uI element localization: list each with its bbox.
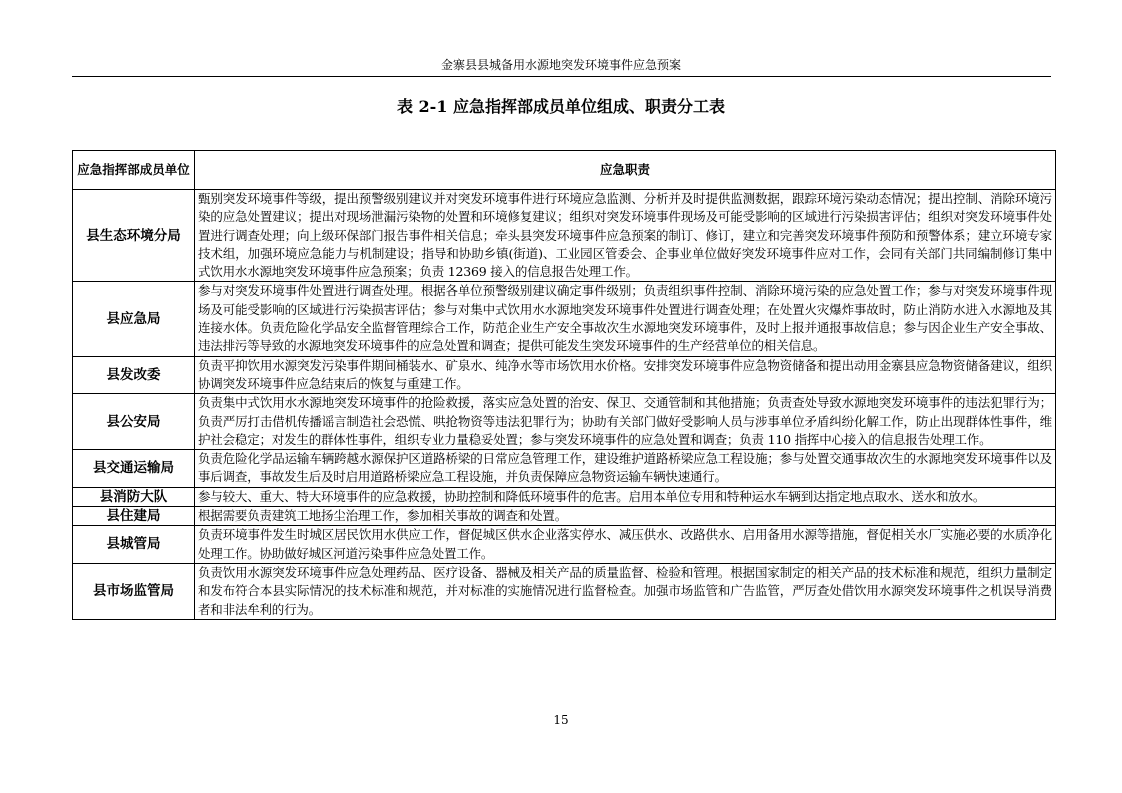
unit-cell: 县生态环境分局 — [73, 190, 195, 282]
duty-cell: 参与较大、重大、特大环境事件的应急救援，协助控制和降低环境事件的危害。启用本单位专用和特种运水车辆到达指定地点取水、送水和放水。 — [195, 487, 1056, 506]
page-number: 15 — [553, 713, 569, 727]
unit-cell: 县市场监管局 — [73, 563, 195, 619]
duty-cell: 甄别突发环境事件等级，提出预警级别建议并对突发环境事件进行环境应急监测、分析并及时提供监测数据，跟踪环境污染动态情况；提出控制、消除环境污染的应急处置建议；提出对现场泄漏污染物的处置和环境修复建议；组织对突发环境事件现场及可能受影响的区域进行污染损害评估；组织对突发环境事件处置进行调查处理；向上级环保部门报告事件相关信息；牵头县突发环境事件应急预案的制订、修订，建立和完善突发环境事件预防和预警体系；建立环境专家技术组，加强环境应急能力与机制建设；指导和协助乡镇(街道)、工业园区管委会、企事业单位做好突发环境事件应对工作，会同有关部门共同编制修订集中式饮用水水源地突发环境事件应急预案；负责 12369 接入的信息报告处理工作。 — [195, 190, 1056, 282]
duty-cell: 负责饮用水源突发环境事件应急处理药品、医疗设备、器械及相关产品的质量监督、检验和管理。根据国家制定的相关产品的技术标准和规范，组织力量制定和发布符合本县实际情况的技术标准和规范，并对标准的实施情况进行监督检查。加强市场监管和广告监管，严厉查处借饮用水源突发环境事件之机误导消费者和非法牟利的行为。 — [195, 563, 1056, 619]
duty-cell: 根据需要负责建筑工地扬尘治理工作，参加相关事故的调查和处置。 — [195, 507, 1056, 526]
table-row — [73, 507, 1056, 526]
duty-cell: 负责平抑饮用水源突发污染事件期间桶装水、矿泉水、纯净水等市场饮用水价格。安排突发环境事件应急物资储备和提出动用金寨县应急物资储备建议，组织协调突发环境事件应急结束后的恢复与重建工作。 — [195, 356, 1056, 394]
unit-cell: 县消防大队 — [73, 487, 195, 506]
table-row — [73, 394, 1056, 450]
column-header-unit: 应急指挥部成员单位 — [73, 151, 195, 190]
column-header-duty: 应急职责 — [195, 151, 1056, 190]
table-row — [73, 487, 1056, 506]
unit-cell: 县公安局 — [73, 394, 195, 450]
unit-cell: 县住建局 — [73, 507, 195, 526]
duty-cell: 负责集中式饮用水水源地突发环境事件的抢险救援，落实应急处置的治安、保卫、交通管制和其他措施；负责查处导致水源地突发环境事件的违法犯罪行为；负责严厉打击借机传播谣言制造社会恐慌、哄抢物资等违法犯罪行为；协助有关部门做好受影响人员与涉事单位矛盾纠纷化解工作，防止出现群体性事件，维护社会稳定；对发生的群体性事件，组织专业力量稳妥处置；参与突发环境事件的应急处置和调查；负责 110 指挥中心接入的信息报告处理工作。 — [195, 394, 1056, 450]
table-row — [73, 563, 1056, 619]
unit-cell: 县发改委 — [73, 356, 195, 394]
duty-cell: 参与对突发环境事件处置进行调查处理。根据各单位预警级别建议确定事件级别；负责组织事件控制、消除环境污染的应急处置工作；参与对突发环境事件现场及可能受影响的区域进行污染损害评估；参与对集中式饮用水水源地突发环境事件处置进行调查处理；在处置火灾爆炸事故时，防止消防水进入水源地及其连接水体。负责危险化学品安全监督管理综合工作，防范企业生产安全事故次生水源地突发环境事件，及时上报并通报事故信息；参与因企业生产安全事故、违法排污等导致的水源地突发环境事件的应急处置和调查；提供可能发生突发环境事件的生产经营单位的相关信息。 — [195, 282, 1056, 356]
duties-table — [72, 150, 1056, 620]
table-row — [73, 356, 1056, 394]
duty-cell: 负责危险化学品运输车辆跨越水源保护区道路桥梁的日常应急管理工作，建设维护道路桥梁应急工程设施；参与处置交通事故次生的水源地突发环境事件以及事后调查，事故发生后及时启用道路桥梁应急工程设施，并负责保障应急物资运输车辆快速通行。 — [195, 450, 1056, 488]
table-row — [73, 526, 1056, 564]
unit-cell: 县城管局 — [73, 526, 195, 564]
table-row — [73, 450, 1056, 488]
table-header-row — [73, 151, 1056, 190]
table-row — [73, 190, 1056, 282]
running-header: 金寨县县城备用水源地突发环境事件应急预案 — [440, 58, 681, 72]
header-rule — [72, 76, 1051, 77]
unit-cell: 县应急局 — [73, 282, 195, 356]
duty-cell: 负责环境事件发生时城区居民饮用水供应工作，督促城区供水企业落实停水、减压供水、改路供水、启用备用水源等措施，督促相关水厂实施必要的水质净化处理工作。协助做好城区河道污染事件应急处置工作。 — [195, 526, 1056, 564]
unit-cell: 县交通运输局 — [73, 450, 195, 488]
table-row — [73, 282, 1056, 356]
table-title: 表 2-1 应急指挥部成员单位组成、职责分工表 — [396, 97, 726, 116]
